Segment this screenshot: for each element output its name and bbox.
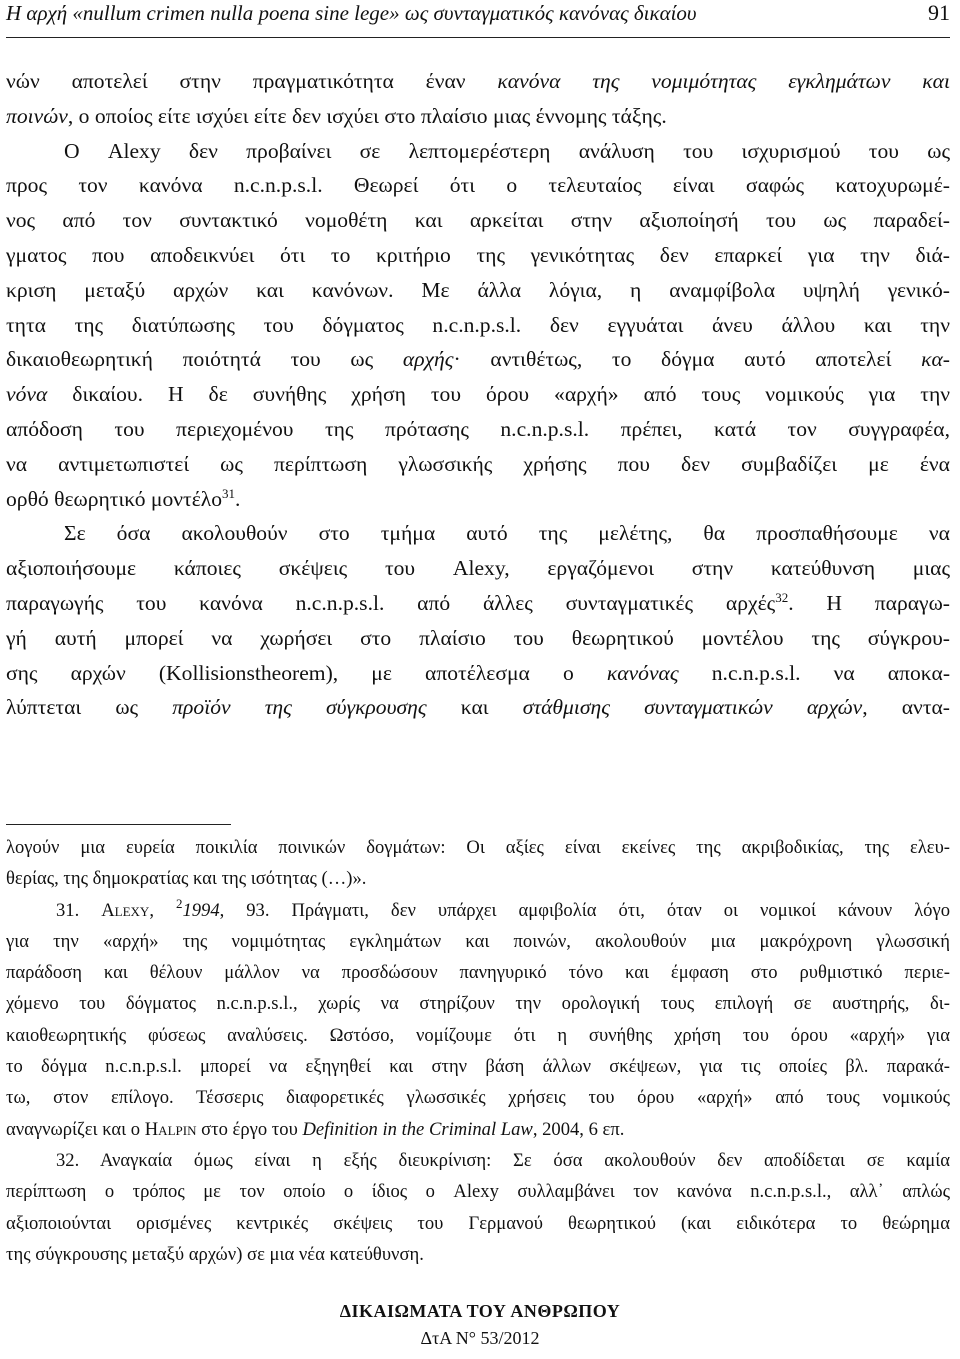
emphasis: ποινών [6,103,68,128]
paragraph-start: Σε όσα ακολουθούν στο τμήμα αυτό της μελέτης, θα προσπαθήσουμε να [64,521,950,546]
emphasis: κα- [921,347,950,372]
footnote-continuation: θερίας, της δημοκρατίας και της ισότητας (…)». [6,868,367,890]
footnote-ref-32: 32 [775,589,789,605]
emphasis: κανόνας [606,660,679,685]
paragraph-start: Ο Alexy δεν προβαίνει σε λεπτομερέστερη ανάλυση του ισχυρισμού του ως [64,138,950,163]
footnote-line: παράδοση και θέλουν μάλλον να προσδώσουν πανηγυρικό τόνο και έμφαση στο ρυθμιστικό περιε- [6,962,950,984]
text-line: νόνα δικαίου. Η δε συνήθης χρήση του όρου «αρχή» από τους νομικούς για την [6,382,950,407]
text-line: νών αποτελεί στην πραγματικότητα έναν κανόνα της νομιμότητας εγκλημάτων και [6,69,950,93]
emphasis: αρχής [402,347,454,372]
running-header [6,0,950,30]
text-line: κριση μεταξύ αρχών και κανόνων. Με άλλα λόγια, η αναμφίβολα υψηλή γενικό- [6,277,950,302]
footnotes [6,832,950,1270]
running-title: Η αρχή «nullum crimen nulla poena sine lege» ως συνταγματικός κανόνας δικαίου [6,1,697,25]
text-line: σης αρχών (Kollisionstheorem), με αποτέλεσμα ο κανόνας n.c.n.p.s.l. να αποκα- [6,660,951,685]
emphasis: προϊόν της σύγκρουσης [172,695,427,720]
footnote-32: 32. Αναγκαία όμως είναι η εξής διευκρίνιση: Σε όσα ακολουθούν δεν αποδίδεται σε καμία [56,1149,950,1171]
footnote-31: 31. Alexy, $^2$1994, 93. Πράγματι, δεν υπάρχει αμφιβολία ότι, όταν οι νομικοί κάνουν λόγο [56,895,950,921]
header-rule [6,37,950,38]
text-line: να αντιμετωπιστεί ως περίπτωση γλωσσικής χρήσης που δεν συμβαδίζει με ένα [6,451,950,476]
footnote-separator [6,824,231,825]
footnote-line: αξιοποιούνται ορισμένες κεντρικές σκέψεις του Γερμανού θεωρητικού (και ειδικότερα το θεώρημα [6,1212,950,1234]
footnote-line: της σύγκρουσης μεταξύ αρχών) σε μια νέα κατεύθυνση. [6,1243,424,1265]
footnote-line: περίπτωση ο τρόπος με τον οποίο ο ίδιος ο Alexy συλλαμβάνει τον κανόνα n.c.n.p.s.l., αλλ᾽ απλώς [6,1181,950,1203]
text-line: προς τον κανόνα n.c.n.p.s.l. Θεωρεί ότι ο τελευταίος είναι σαφώς κατοχυρωμέ- [6,173,950,198]
footnote-line: για την «αρχή» της νομιμότητας εγκλημάτων και ποινών, ακολουθούν μια μακρόχρονη γλωσσική [6,930,950,952]
footnote-line: αναγνωρίζει και ο Halpin στο έργο του Definition in the Criminal Law, 2004, 6 επ. [6,1118,625,1140]
emphasis: νόνα [6,382,48,407]
text-line: ορθό θεωρητικό μοντέλο$^{31}$. [6,485,241,511]
book-title: Definition in the Criminal Law [302,1118,533,1140]
footnote-line: καιοθεωρητικής φύσεως αναλύσεις. Ωστόσο, νομίζουμε ότι η συνήθης χρήση του όρου «αρχή» για [6,1024,950,1046]
text-line: νος από τον συντακτικό νομοθέτη και αρκείται στην αξιοποίησή του ως παραδεί- [6,208,950,233]
page-number: 91 [928,0,950,25]
text-line: λύπτεται ως προϊόν της σύγκρουσης και στάθμισης συνταγματικών αρχών, αντα- [6,695,951,720]
text-line: δικαιοθεωρητική ποιότητά του ως αρχής· αντιθέτως, το δόγμα αυτό αποτελεί κα- [6,347,950,372]
footnote-ref-31: 31 [222,485,236,501]
footnote-line: το δόγμα n.c.n.p.s.l. μπορεί να εξηγηθεί και στην βάση άλλων σκέψεων, για τις οποίες βλ. παρακά- [6,1056,950,1078]
edition-number: 2 [175,895,183,911]
main-text [6,64,950,725]
emphasis: κανόνα της νομιμότητας εγκλημάτων και [497,69,950,93]
footnote-continuation: λογούν μια ευρεία ποικιλία ποινικών δογμάτων: Οι αξίες είναι εκείνες της ακριβοδικίας, της ελευ- [6,837,950,858]
text-line: ποινών, ο οποίος είτε ισχύει είτε δεν ισχύει στο πλαίσιο μιας έννομης τάξης. [6,103,667,128]
text-line: γή αυτή μπορεί να χωρήσει στο πλαίσιο του θεωρητικού μοντέλου της σύγκρου- [6,625,950,650]
emphasis: στάθμισης συνταγματικών αρχών [522,695,863,720]
text-line: απόδοση του περιεχομένου της πρότασης n.c.n.p.s.l. πρέπει, κατά τον συγγραφέα, [6,416,950,441]
author-name: Alexy [101,899,150,921]
author-name: Halpin [144,1118,197,1140]
footnote-line: τω, στον επίλογο. Τέσσερις διαφορετικές γλωσσικές χρήσεις του όρου «αρχή» από τους νομικούς [6,1087,950,1109]
text-line: γματος που αποδεικνύει ότι το κριτήριο της γενικότητας δεν επαρκεί για την διά- [6,242,950,267]
journal-title: ΔΙΚΑΙΩΜΑΤΑ ΤΟΥ ΑΝΘΡΩΠΟΥ [339,1301,621,1321]
footnote-line: χόμενο του δόγματος n.c.n.p.s.l., χωρίς να στηρίζουν την ορολογική τους επιλογή σε αυστηρής, δι- [6,993,950,1015]
text-line: τητα της διατύπωσης του δόγματος n.c.n.p.s.l. δεν εγγυάται άνευ άλλου και την [6,312,950,337]
text-line: αξιοποιήσουμε κάποιες σκέψεις του Alexy, εργαζόμενοι στην κατεύθυνση μιας [6,556,950,581]
issue-number: ΔτΑ Ν° 53/2012 [420,1328,540,1348]
text-line: παραγωγής του κανόνα n.c.n.p.s.l. από άλλες συνταγματικές αρχές$^{32}$. Η παραγω- [6,589,950,615]
